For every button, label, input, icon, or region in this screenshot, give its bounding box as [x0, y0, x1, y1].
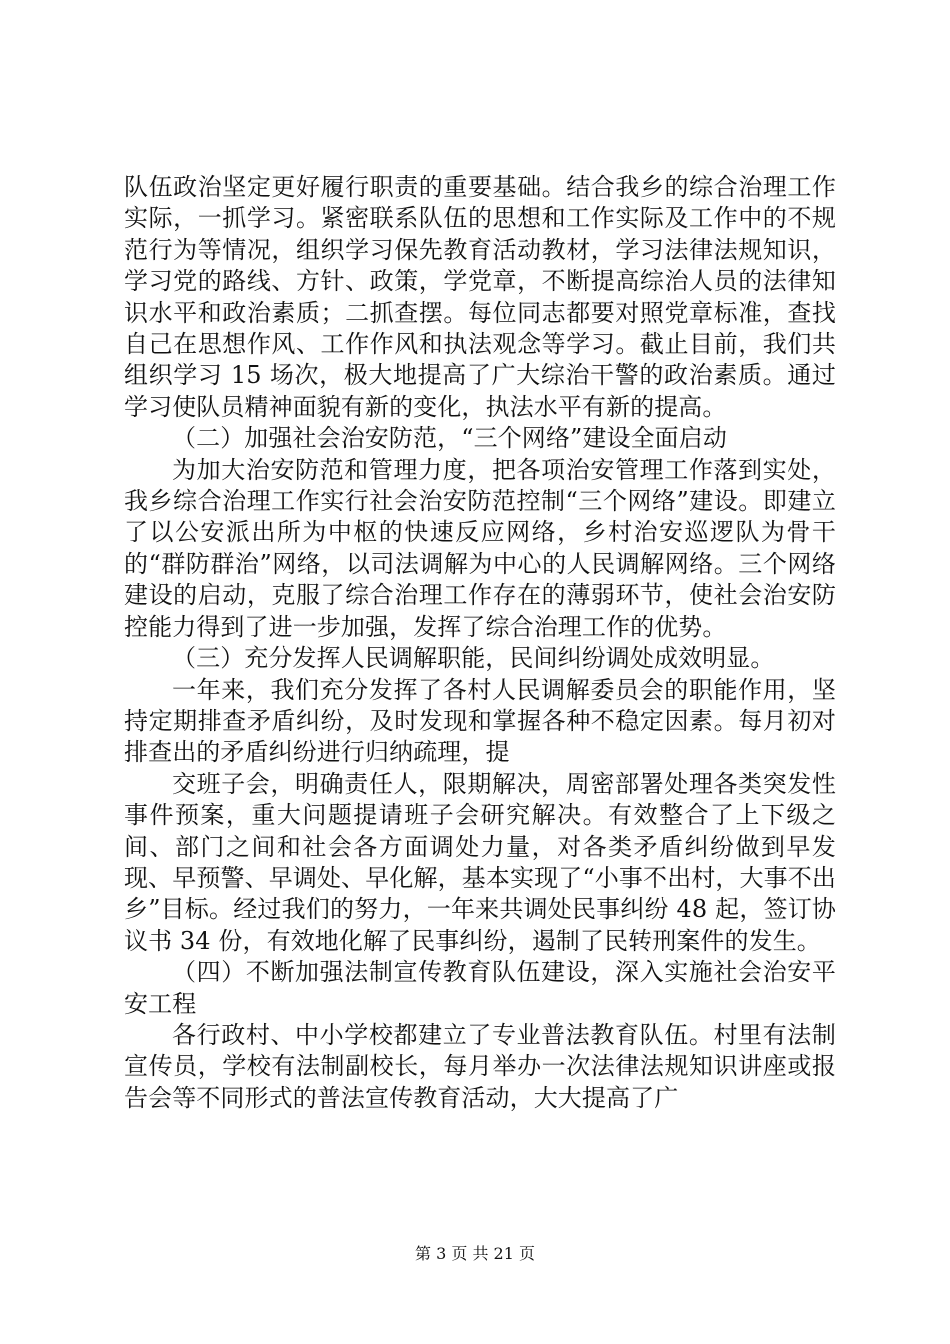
paragraph: 队伍政治坚定更好履行职责的重要基础。结合我乡的综合治理工作实际，一抓学习。紧密联系队伍的思想和工作实际及工作中的不规范行为等情况，组织学习保先教育活动教材，学习法律法规知识，学习党的路线、方针、政策，学党章，不断提高综治人员的法律知识水平和政治素质；二抓查摆。每位同志都要对照党章标准，查找自己在思想作风、工作作风和执法观念等学习。截止目前，我们共组织学习 15 场次，极大地提高了广大综治干警的政治素质。通过学习使队员精神面貌有新的变化，执法水平有新的提高。: [124, 173, 836, 421]
section-heading: （二）加强社会治安防范，“三个网络”建设全面启动: [172, 424, 727, 453]
paragraph: 一年来，我们充分发挥了各村人民调解委员会的职能作用，坚持定期排查矛盾纠纷，及时发现和掌握各种不稳定因素。每月初对排查出的矛盾纠纷进行归纳疏理，提: [124, 675, 836, 767]
paragraph: 各行政村、中小学校都建立了专业普法教育队伍。村里有法制宣传员，学校有法制副校长，每月举办一次法律法规知识讲座或报告会等不同形式的普法宣传教育活动，大大提高了广: [124, 1020, 836, 1112]
document-body: [124, 172, 836, 1114]
paragraph: 交班子会，明确责任人，限期解决，周密部署处理各类突发性事件预案，重大问题提请班子会研究解决。有效整合了上下级之间、部门之间和社会各方面调处力量，对各类矛盾纠纷做到早发现、早预警、早调处、早化解，基本实现了“小事不出村，大事不出乡”目标。经过我们的努力，一年来共调处民事纠纷 48 起，签订协议书 34 份，有效地化解了民事纠纷，遏制了民转刑案件的发生。: [124, 769, 836, 955]
page-number-footer: 第 3 页 共 21 页: [415, 1244, 535, 1263]
section-heading: （三）充分发挥人民调解职能，民间纠纷调处成效明显。: [172, 644, 775, 673]
paragraph: 为加大治安防范和管理力度，把各项治安管理工作落到实处，我乡综合治理工作实行社会治安防范控制“三个网络”建设。即建立了以公安派出所为中枢的快速反应网络，乡村治安巡逻队为骨干的“群防群治”网络，以司法调解为中心的人民调解网络。三个网络建设的启动，克服了综合治理工作存在的薄弱环节，使社会治安防控能力得到了进一步加强，发挥了综合治理工作的优势。: [124, 455, 836, 641]
section-heading: （四）不断加强法制宣传教育队伍建设，深入实施社会治安平安工程: [124, 958, 836, 1018]
